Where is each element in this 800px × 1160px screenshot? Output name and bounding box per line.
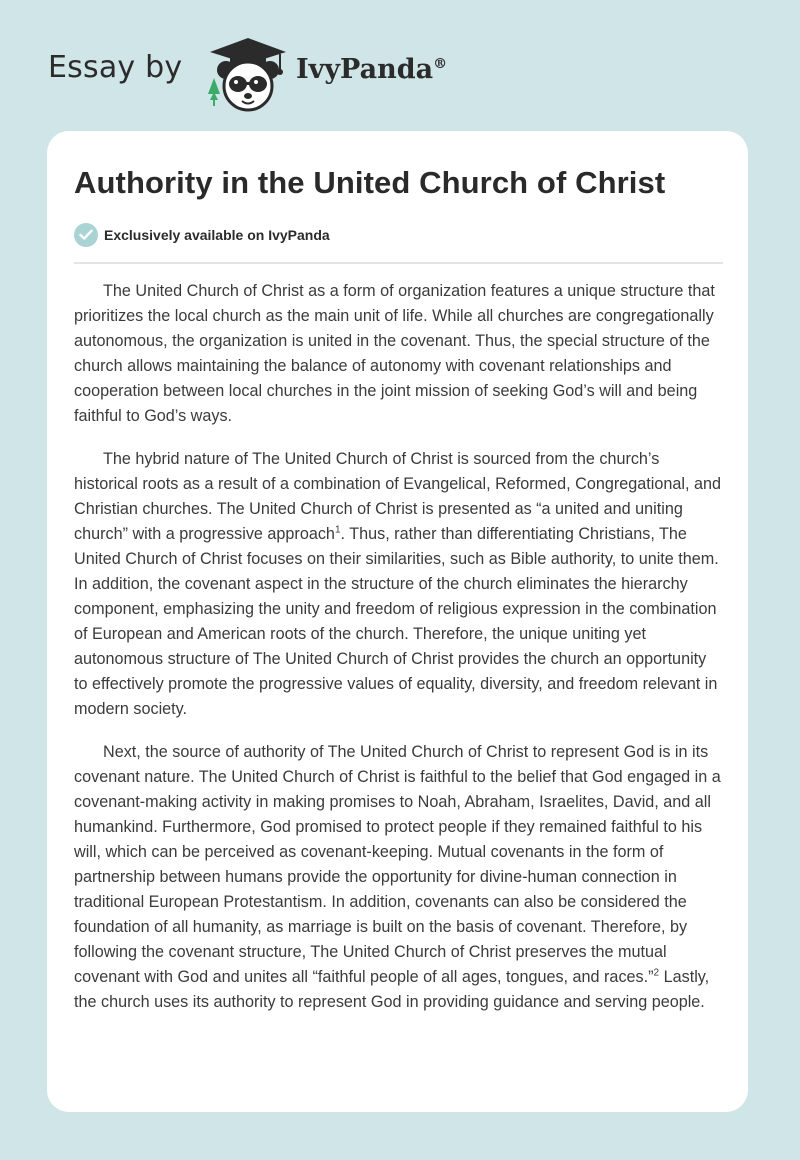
essay-body: [74, 279, 724, 1033]
registered-mark: ®: [433, 56, 448, 72]
brand-name-text: IvyPanda: [296, 54, 434, 85]
paragraph-3: [74, 740, 724, 1015]
paragraph-2: [74, 447, 724, 722]
paragraph-3-text-b: Lastly, the church uses its authority to represent God in providing guidance and serving people.: [74, 968, 710, 1011]
site-header: [48, 30, 548, 110]
panda-graduate-icon: [200, 34, 292, 112]
footnote-ref-1[interactable]: 1: [334, 524, 341, 536]
badge-label: Exclusively available on IvyPanda: [104, 227, 330, 243]
check-icon: [74, 223, 98, 247]
paragraph-1-text: The United Church of Christ as a form of organization features a unique structure that prioritizes the local church as the main unit of life. While all churches are congregationally autonomous, the organization is united in the covenant. Thus, the special structure of the church allows maintaining the balance of autonomy with covenant relationships and cooperation between local churches in the joint mission of seeking God’s will and being faithful to God’s ways.: [74, 282, 715, 425]
paragraph-1: [74, 279, 724, 429]
title-divider: [74, 262, 723, 264]
essay-by-label: Essay by: [48, 50, 183, 85]
availability-badge: [74, 223, 330, 247]
essay-card: [47, 131, 748, 1112]
ivypanda-brand: [296, 54, 447, 85]
page-title: Authority in the United Church of Christ: [74, 165, 666, 200]
paragraph-2-text-a: The hybrid nature of The United Church of Christ is sourced from the church’s historical roots as a result of a combination of Evangelical, Reformed, Congregational, and Christian churches. The United Church of Christ is presented as “a united and uniting church” with a progressive approach: [74, 450, 721, 543]
footnote-ref-2[interactable]: 2: [653, 967, 660, 979]
paragraph-3-text-a: Next, the source of authority of The United Church of Christ to represent God is in its covenant nature. The United Church of Christ is faithful to the belief that God engaged in a covenant-making activity in making promises to Noah, Abraham, Israelites, David, and all humankind. Furthermore, God promised to protect people if they remained faithful to his will, which can be perceived as covenant-keeping. Mutual covenants in the form of partnership between humans provide the opportunity for divine-human connection in traditional European Protestantism. In addition, covenants can also be considered the foundation of all humanity, as marriage is built on the basis of covenant. Therefore, by following the covenant structure, The United Church of Christ preserves the mutual covenant with God and unites all “faithful people of all ages, tongues, and races.”: [74, 743, 721, 986]
paragraph-2-text-b: . Thus, rather than differentiating Christians, The United Church of Christ focuses on their similarities, such as Bible authority, to unite them. In addition, the covenant aspect in the structure of the church eliminates the hierarchy component, emphasizing the unity and freedom of religious expression in the combination of European and American roots of the church. Therefore, the unique uniting yet autonomous structure of The United Church of Christ provides the church an opportunity to effectively promote the progressive values of equality, diversity, and freedom relevant in modern society.: [74, 525, 719, 718]
